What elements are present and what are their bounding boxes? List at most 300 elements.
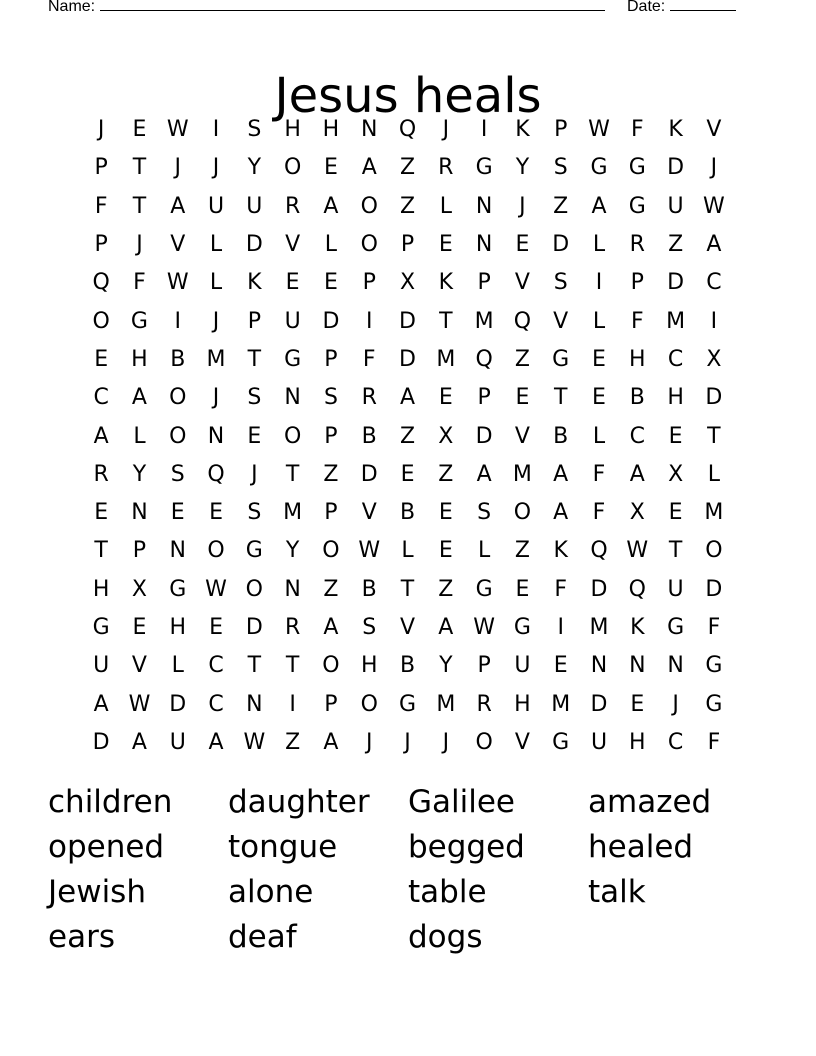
grid-letter: Y — [515, 155, 530, 181]
grid-letter: S — [553, 155, 568, 181]
grid-letter: H — [514, 691, 531, 717]
name-blank-line — [100, 0, 605, 11]
grid-letter: Z — [399, 423, 416, 449]
grid-letter: E — [94, 500, 109, 526]
grid-letter: E — [592, 385, 606, 411]
grid-letter: O — [360, 691, 378, 717]
grid-letter: P — [362, 270, 376, 296]
grid-letter: N — [246, 691, 263, 717]
grid-letter: A — [476, 461, 492, 487]
grid-letter: H — [322, 117, 340, 143]
grid-letter: P — [477, 653, 491, 679]
grid-letter: D — [245, 232, 263, 258]
grid-letter: Z — [438, 461, 454, 487]
grid-letter: L — [592, 308, 606, 334]
grid-letter: V — [706, 117, 722, 143]
grid-letter: R — [476, 691, 492, 717]
grid-letter: H — [131, 346, 148, 372]
grid-letter: K — [553, 538, 568, 564]
date-blank-line — [670, 0, 736, 11]
date-field — [627, 0, 736, 17]
grid-letter: Z — [668, 232, 684, 258]
grid-letter: Z — [399, 193, 416, 219]
grid-letter: U — [284, 308, 301, 334]
grid-letter: Q — [475, 346, 493, 372]
grid-letter: D — [590, 576, 608, 602]
grid-letter: T — [400, 576, 415, 602]
grid-letter: C — [93, 385, 109, 411]
grid-letter: S — [170, 461, 185, 487]
grid-letter: J — [404, 729, 411, 755]
grid-letter: T — [707, 423, 721, 449]
grid-letter: C — [667, 729, 684, 755]
grid-letter: Q — [92, 270, 110, 296]
grid-letter: G — [552, 346, 570, 372]
grid-letter: A — [591, 193, 607, 219]
grid-letter: E — [592, 346, 606, 372]
grid-letter: W — [358, 538, 381, 564]
grid-letter: P — [324, 346, 338, 372]
grid-letter: M — [589, 615, 609, 640]
grid-letter: M — [436, 691, 456, 717]
grid-letter: M — [474, 308, 494, 334]
grid-letter: R — [361, 385, 377, 411]
grid-letter: A — [208, 729, 224, 755]
grid-letter: K — [247, 270, 262, 296]
grid-letter: J — [212, 308, 220, 334]
grid-letter: K — [668, 117, 683, 143]
word-list-item: alone — [228, 874, 314, 910]
word-list-item: ears — [48, 919, 115, 955]
grid-letter: V — [514, 270, 530, 296]
grid-letter: T — [132, 193, 147, 219]
grid-letter: J — [442, 117, 450, 143]
grid-letter: J — [212, 155, 220, 181]
grid-letter: G — [628, 155, 646, 181]
grid-letter: W — [128, 691, 151, 717]
grid-letter: A — [323, 193, 339, 219]
grid-row — [82, 571, 734, 609]
grid-letter: V — [131, 653, 147, 679]
grid-letter: W — [588, 117, 610, 143]
grid-letter: E — [438, 385, 453, 411]
grid-letter: D — [245, 615, 263, 640]
grid-letter: O — [322, 653, 340, 679]
grid-letter: W — [166, 270, 189, 296]
grid-letter: J — [251, 461, 258, 487]
grid-letter: U — [514, 653, 531, 679]
grid-letter: A — [131, 729, 147, 755]
grid-letter: W — [703, 193, 725, 219]
grid-letter: P — [94, 232, 108, 258]
grid-letter: S — [362, 615, 377, 640]
grid-letter: J — [710, 155, 718, 181]
grid-letter: H — [629, 729, 646, 755]
grid-letter: J — [672, 691, 679, 717]
grid-letter: W — [166, 117, 189, 143]
grid-letter: T — [132, 155, 147, 181]
grid-letter: H — [629, 346, 646, 372]
grid-letter: G — [245, 538, 263, 564]
grid-letter: I — [595, 270, 603, 296]
grid-letter: I — [365, 308, 373, 334]
grid-letter: D — [92, 729, 110, 755]
grid-letter: E — [323, 155, 338, 181]
grid-letter: O — [169, 423, 187, 449]
grid-letter: N — [284, 576, 301, 602]
grid-row — [82, 226, 734, 264]
grid-letter: P — [477, 385, 491, 411]
grid-letter: E — [438, 500, 453, 526]
grid-letter: E — [285, 270, 300, 296]
grid-letter: I — [174, 308, 181, 334]
grid-letter: D — [475, 423, 493, 449]
grid-letter: F — [630, 117, 644, 143]
grid-letter: N — [475, 193, 493, 219]
grid-letter: H — [169, 615, 187, 640]
grid-letter: G — [513, 615, 531, 640]
grid-letter: D — [399, 308, 416, 334]
grid-letter: F — [707, 729, 721, 755]
grid-letter: T — [285, 653, 300, 679]
grid-letter: K — [630, 615, 645, 640]
grid-letter: F — [362, 346, 376, 372]
grid-letter: P — [324, 500, 338, 526]
grid-letter: L — [324, 232, 338, 258]
grid-letter: P — [400, 232, 415, 258]
grid-letter: A — [361, 155, 377, 181]
grid-letter: E — [170, 500, 185, 526]
grid-letter: F — [94, 193, 108, 219]
word-list-item: daughter — [228, 784, 370, 820]
grid-letter: B — [629, 385, 645, 411]
grid-letter: P — [94, 155, 108, 181]
grid-letter: G — [92, 615, 110, 640]
grid-letter: E — [209, 615, 223, 640]
grid-row — [82, 111, 734, 149]
grid-letter: N — [131, 500, 148, 526]
grid-letter: P — [630, 270, 644, 296]
grid-letter: O — [92, 308, 110, 334]
grid-row — [82, 302, 734, 340]
grid-letter: G — [475, 155, 493, 181]
grid-letter: C — [208, 653, 224, 679]
word-list-item: Galilee — [408, 784, 516, 820]
grid-letter: J — [519, 193, 526, 219]
grid-letter: W — [473, 615, 495, 640]
grid-letter: L — [592, 423, 606, 449]
grid-letter: A — [323, 615, 339, 640]
grid-letter: F — [554, 576, 568, 602]
grid-letter: D — [590, 691, 608, 717]
grid-letter: T — [439, 308, 453, 334]
grid-letter: I — [557, 615, 564, 640]
grid-letter: F — [630, 308, 644, 334]
grid-row — [82, 494, 734, 532]
grid-letter: W — [243, 729, 266, 755]
grid-letter: B — [361, 576, 377, 602]
grid-letter: B — [399, 500, 416, 526]
grid-letter: I — [289, 691, 296, 717]
grid-letter: B — [553, 423, 569, 449]
grid-letter: S — [247, 117, 262, 143]
grid-letter: D — [322, 308, 340, 334]
grid-letter: O — [705, 538, 723, 564]
grid-letter: A — [170, 193, 186, 219]
grid-letter: D — [705, 576, 723, 602]
grid-letter: N — [284, 385, 301, 411]
grid-letter: U — [246, 193, 263, 219]
grid-letter: P — [324, 423, 338, 449]
grid-letter: J — [212, 385, 220, 411]
grid-letter: E — [553, 653, 568, 679]
grid-letter: O — [322, 538, 340, 564]
grid-letter: G — [590, 155, 608, 181]
grid-letter: Q — [207, 461, 225, 487]
grid-letter: P — [247, 308, 261, 334]
grid-letter: T — [94, 538, 108, 564]
grid-letter: M — [512, 461, 532, 487]
grid-letter: T — [553, 385, 568, 411]
grid-letter: F — [133, 270, 146, 296]
grid-letter: D — [667, 270, 685, 296]
grid-letter: O — [360, 193, 378, 219]
grid-letter: S — [247, 385, 262, 411]
grid-letter: L — [133, 423, 146, 449]
grid-letter: E — [515, 232, 530, 258]
grid-letter: B — [170, 346, 186, 372]
grid-letter: I — [710, 308, 718, 334]
grid-letter: P — [324, 691, 338, 717]
name-label: Name: — [48, 0, 96, 15]
grid-letter: D — [705, 385, 723, 411]
grid-letter: N — [169, 538, 186, 564]
grid-letter: M — [206, 346, 226, 372]
grid-letter: A — [93, 423, 109, 449]
grid-letter: E — [132, 117, 147, 143]
grid-letter: O — [360, 232, 378, 258]
grid-letter: S — [323, 385, 338, 411]
grid-letter: Z — [553, 193, 569, 219]
grid-letter: L — [209, 270, 223, 296]
grid-row — [82, 609, 734, 647]
grid-letter: M — [436, 346, 456, 372]
grid-letter: A — [553, 500, 569, 526]
grid-letter: H — [667, 385, 684, 411]
grid-letter: D — [399, 346, 416, 372]
word-list-item: healed — [588, 829, 694, 865]
grid-letter: F — [707, 615, 721, 640]
grid-row — [82, 724, 734, 762]
grid-letter: Z — [285, 729, 301, 755]
grid-letter: R — [93, 461, 109, 487]
grid-letter: T — [247, 653, 262, 679]
grid-letter: O — [283, 155, 302, 181]
grid-letter: O — [513, 500, 532, 526]
grid-letter: A — [438, 615, 454, 640]
grid-letter: S — [247, 500, 262, 526]
grid-letter: N — [475, 232, 493, 258]
grid-letter: G — [705, 653, 723, 679]
grid-letter: W — [626, 538, 649, 564]
word-list-item: talk — [588, 874, 646, 910]
page-title: Jesus heals — [274, 68, 542, 125]
grid-letter: V — [553, 308, 569, 334]
grid-letter: G — [398, 691, 417, 717]
grid-letter: B — [361, 423, 377, 449]
grid-letter: F — [592, 500, 606, 526]
grid-letter: E — [438, 232, 453, 258]
grid-letter: T — [247, 346, 262, 372]
grid-row — [82, 149, 734, 187]
grid-letter: G — [284, 346, 302, 372]
word-list — [48, 780, 768, 960]
grid-letter: R — [629, 232, 645, 258]
grid-letter: Y — [439, 653, 453, 679]
grid-letter: T — [668, 538, 683, 564]
grid-letter: Q — [590, 538, 608, 564]
word-list-item: deaf — [228, 919, 297, 955]
grid-letter: E — [515, 385, 530, 411]
grid-letter: J — [365, 729, 373, 755]
grid-letter: Y — [285, 538, 300, 564]
grid-letter: D — [552, 232, 570, 258]
grid-letter: F — [592, 461, 606, 487]
grid-letter: O — [475, 729, 493, 755]
grid-letter: E — [400, 461, 415, 487]
grid-letter: A — [706, 232, 722, 258]
grid-letter: V — [514, 423, 530, 449]
grid-letter: D — [360, 461, 378, 487]
grid-letter: G — [667, 615, 685, 640]
grid-letter: X — [438, 423, 454, 449]
grid-letter: J — [442, 729, 450, 755]
word-search-grid — [82, 111, 734, 762]
grid-letter: C — [667, 346, 684, 372]
grid-letter: M — [704, 500, 724, 526]
grid-letter: A — [93, 691, 109, 717]
grid-letter: T — [285, 461, 300, 487]
grid-row — [82, 417, 734, 455]
grid-letter: G — [552, 729, 570, 755]
grid-letter: V — [399, 615, 416, 640]
grid-letter: N — [360, 117, 378, 143]
grid-letter: E — [209, 500, 223, 526]
grid-letter: Y — [132, 461, 147, 487]
name-field — [48, 0, 605, 17]
grid-letter: P — [477, 270, 491, 296]
grid-letter: V — [361, 500, 377, 526]
grid-letter: M — [666, 308, 686, 334]
grid-letter: P — [132, 538, 147, 564]
grid-letter: V — [170, 232, 186, 258]
grid-letter: J — [174, 155, 181, 181]
grid-letter: J — [136, 232, 143, 258]
grid-row — [82, 188, 734, 226]
grid-letter: A — [399, 385, 416, 411]
grid-letter: L — [439, 193, 452, 219]
grid-letter: O — [283, 423, 302, 449]
grid-letter: X — [399, 270, 416, 296]
grid-row — [82, 647, 734, 685]
grid-letter: C — [208, 691, 224, 717]
grid-letter: V — [285, 232, 301, 258]
grid-row — [82, 532, 734, 570]
grid-letter: L — [401, 538, 414, 564]
grid-letter: I — [212, 117, 220, 143]
grid-letter: A — [323, 729, 339, 755]
grid-row — [82, 341, 734, 379]
grid-letter: H — [284, 117, 301, 143]
grid-letter: S — [553, 270, 568, 296]
grid-letter: Q — [513, 308, 532, 334]
grid-letter: N — [667, 653, 684, 679]
grid-letter: G — [169, 576, 187, 602]
grid-letter: L — [477, 538, 491, 564]
word-list-item: children — [48, 784, 173, 820]
grid-letter: V — [514, 729, 530, 755]
grid-letter: U — [667, 193, 684, 219]
word-list-item: amazed — [588, 784, 712, 820]
word-list-item: dogs — [408, 919, 483, 955]
grid-letter: L — [592, 232, 606, 258]
grid-letter: Z — [323, 461, 339, 487]
grid-letter: R — [284, 615, 301, 640]
grid-letter: X — [668, 461, 684, 487]
grid-letter: A — [131, 385, 147, 411]
grid-row — [82, 379, 734, 417]
grid-letter: O — [207, 538, 225, 564]
grid-letter: C — [629, 423, 645, 449]
grid-letter: Z — [323, 576, 339, 602]
grid-letter: P — [554, 117, 568, 143]
grid-letter: E — [438, 538, 453, 564]
grid-letter: L — [707, 461, 721, 487]
grid-letter: E — [94, 346, 109, 372]
grid-letter: D — [169, 691, 187, 717]
grid-letter: S — [477, 500, 492, 526]
word-list-item: opened — [48, 829, 165, 865]
grid-letter: L — [209, 232, 223, 258]
grid-letter: C — [706, 270, 722, 296]
grid-row — [82, 685, 734, 723]
grid-letter: K — [515, 117, 530, 143]
grid-letter: E — [630, 691, 645, 717]
grid-letter: E — [132, 615, 147, 640]
grid-letter: Q — [398, 117, 417, 143]
grid-letter: Z — [399, 155, 416, 181]
grid-letter: K — [438, 270, 454, 296]
grid-letter: L — [171, 653, 184, 679]
grid-letter: Q — [628, 576, 646, 602]
grid-letter: H — [92, 576, 110, 602]
grid-letter: G — [130, 308, 148, 334]
grid-letter: G — [475, 576, 493, 602]
grid-row — [82, 264, 734, 302]
grid-letter: X — [629, 500, 645, 526]
grid-letter: A — [629, 461, 645, 487]
grid-letter: A — [553, 461, 569, 487]
grid-letter: U — [590, 729, 608, 755]
date-label: Date: — [627, 0, 666, 15]
grid-letter: G — [705, 691, 723, 717]
grid-letter: M — [283, 500, 303, 526]
grid-letter: E — [323, 270, 338, 296]
word-list-item: tongue — [228, 829, 338, 865]
grid-letter: E — [515, 576, 530, 602]
grid-letter: U — [667, 576, 684, 602]
grid-letter: X — [131, 576, 147, 602]
